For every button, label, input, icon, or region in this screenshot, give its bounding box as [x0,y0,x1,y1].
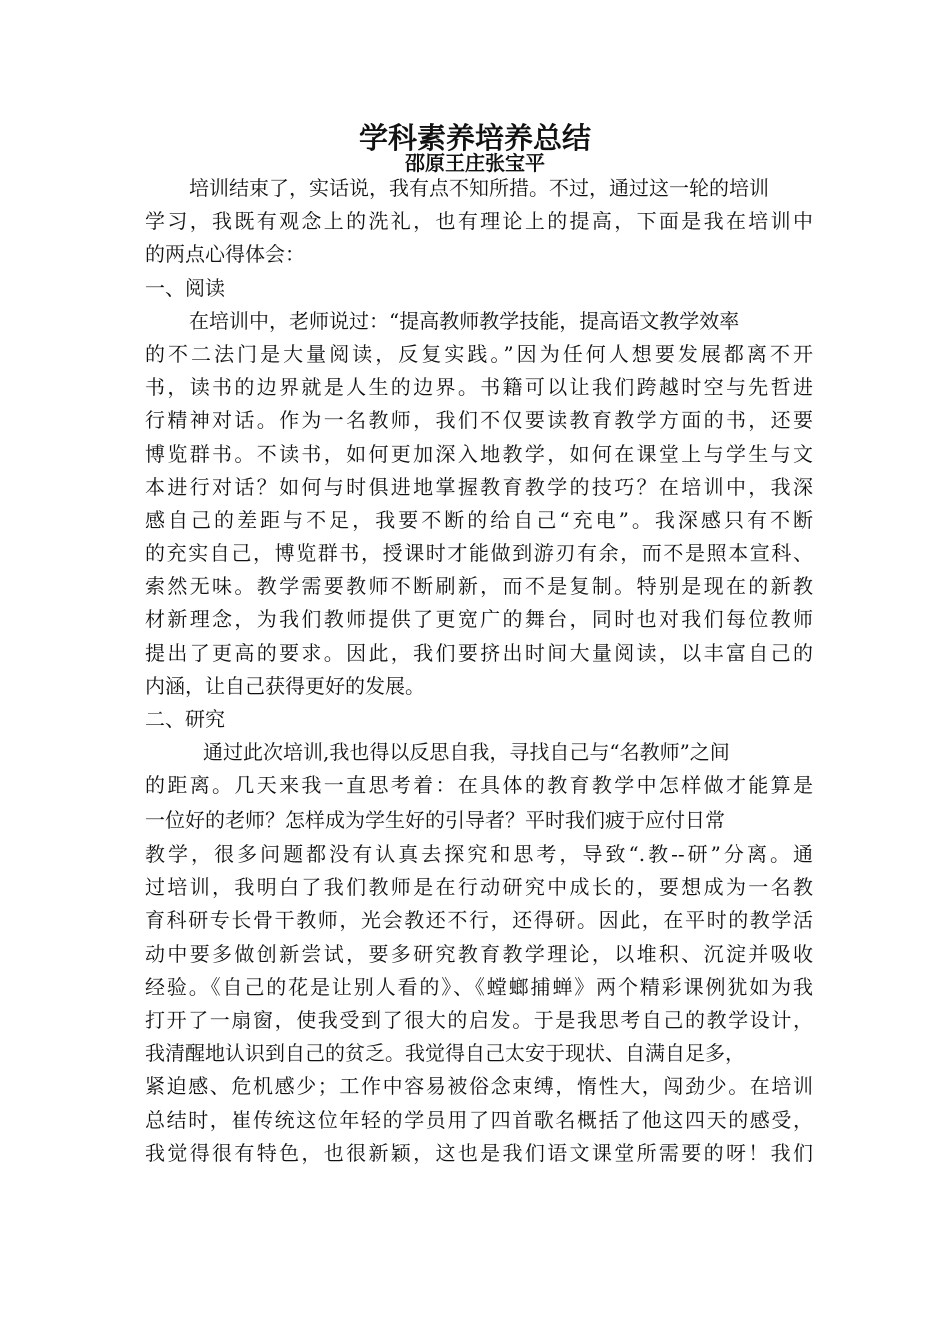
paragraph-line: 学习，我既有观念上的洗礼，也有理论上的提高，下面是我在培训中 [145,209,813,234]
paragraph-line: 我觉得很有特色，也很新颖，这也是我们语文课堂所需要的呀！我们 [145,1140,813,1165]
paragraph-line: 总结时，崔传统这位年轻的学员用了四首歌名概括了他这四天的感受， [145,1107,813,1132]
paragraph-line: 的不二法门是大量阅读，反复实践。”因为任何人想要发展都离不开 [145,341,813,366]
paragraph-line: 本进行对话？如何与时俱进地掌握教育教学的技巧？在培训中，我深 [145,474,813,499]
paragraph-line: 博览群书。不读书，如何更加深入地教学，如何在课堂上与学生与文 [145,441,813,466]
paragraph-line: 打开了一扇窗，使我受到了很大的启发。于是我思考自己的教学设计， [145,1008,813,1032]
paragraph-line: 一位好的老师？怎样成为学生好的引导者？平时我们疲于应付日常 [145,807,725,832]
paragraph-line: 内涵，让自己获得更好的发展。 [145,673,425,698]
paragraph-line: 过培训，我明白了我们教师是在行动研究中成长的，要想成为一名教 [145,875,813,900]
paragraph-line: 经验。《自己的花是让别人看的》、《螳螂捕蝉》两个精彩课例犹如为我 [145,974,813,999]
paragraph-line: 感自己的差距与不足，我要不断的给自己“充电”。我深感只有不断 [145,507,813,532]
paragraph-line: 材新理念，为我们教师提供了更宽广的舞台，同时也对我们每位教师 [145,607,813,632]
paragraph-line: 书，读书的边界就是人生的边界。书籍可以让我们跨越时空与先哲进 [145,375,813,400]
paragraph-line: 提出了更高的要求。因此，我们要挤出时间大量阅读，以丰富自己的 [145,640,813,665]
paragraph-line: 动中要多做创新尝试，要多研究教育教学理论，以堆积、沉淀并吸收 [145,941,813,966]
paragraph-line: 索然无味。教学需要教师不断刷新，而不是复制。特别是现在的新教 [145,574,813,599]
paragraph-line: 在培训中，老师说过：“提高教师教学技能，提高语文教学效率 [189,308,740,333]
document-title: 学科素养培养总结 [358,121,591,155]
paragraph-line: 育科研专长骨干教师，光会教还不行，还得研。因此，在平时的教学活 [145,908,813,933]
paragraph-line: 我清醒地认识到自己的贫乏。我觉得自己太安于现状、自满自足多， [145,1041,745,1066]
paragraph-line: 的两点心得体会： [145,242,305,267]
section-heading-research: 二、研究 [145,707,225,731]
paragraph-line: 的距离。几天来我一直思考着：在具体的教育教学中怎样做才能算是 [145,773,813,798]
document-author: 邵原王庄张宝平 [405,151,545,175]
paragraph-line: 培训结束了，实话说，我有点不知所措。不过，通过这一轮的培训 [189,176,769,200]
paragraph-line: 紧迫感、危机感少；工作中容易被俗念束缚，惰性大，闯劲少。在培训 [145,1074,813,1099]
paragraph-line: 的充实自己，博览群书，授课时才能做到游刃有余，而不是照本宣科、 [145,541,813,566]
document-body [145,172,813,1170]
section-heading-reading: 一、阅读 [145,275,225,300]
paragraph-line: 行精神对话。作为一名教师，我们不仅要读教育教学方面的书，还要 [145,408,813,433]
paragraph-line: 教学，很多问题都没有认真去探究和思考，导致“.教--研”分离。通 [145,842,813,867]
paragraph-line: 通过此次培训,我也得以反思自我，寻找自己与“名教师”之间 [203,740,730,765]
